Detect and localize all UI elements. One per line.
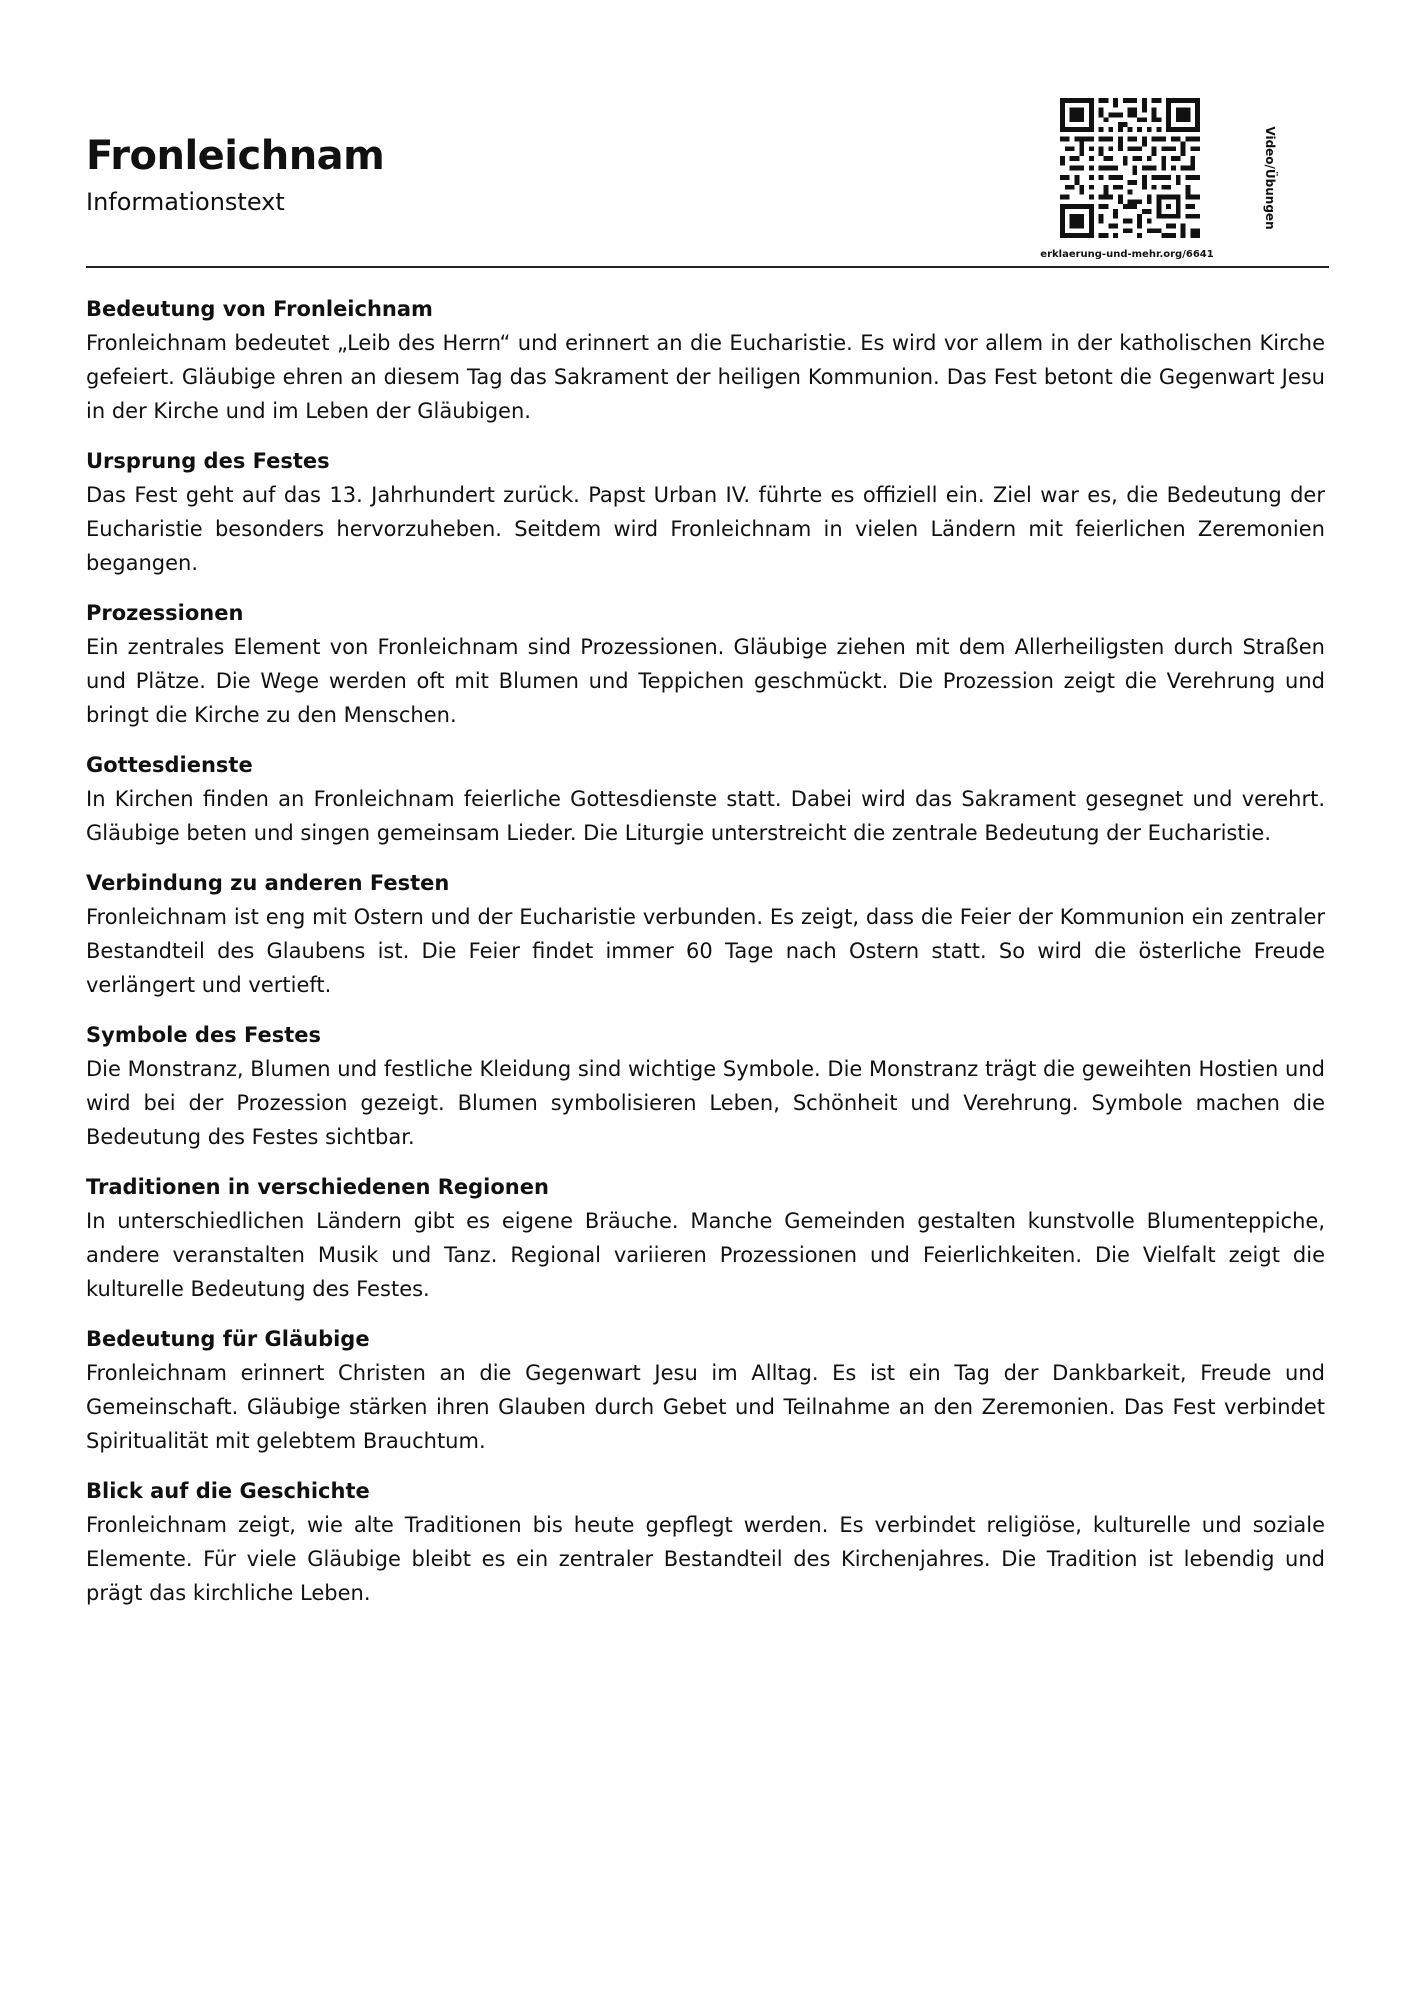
- section-heading: Symbole des Festes: [86, 1023, 322, 1047]
- section-heading: Bedeutung von Fronleichnam: [86, 297, 433, 321]
- section-heading: Blick auf die Geschichte: [86, 1479, 370, 1503]
- section-body: Fronleichnam erinnert Christen an die Gegenwart Jesu im Alltag. Es ist ein Tag der Dankbarkeit, Freude und Gemeinschaft. Gläubige stärken ihren Glauben durch Gebet und Teilnahme an den Zeremonien. Das Fest verbindet Spiritualität mit gelebtem Brauchtum.: [86, 1361, 1325, 1453]
- section-heading: Ursprung des Festes: [86, 449, 330, 473]
- section-body: Fronleichnam ist eng mit Ostern und der Eucharistie verbunden. Es zeigt, dass die Feier der Kommunion ein zentraler Bestandteil des Glaubens ist. Die Feier findet immer 60 Tage nach Ostern statt. So wird die österliche Freude verlängert und vertieft.: [86, 905, 1325, 997]
- section-verbindung: [86, 866, 1325, 1002]
- section-body: Ein zentrales Element von Fronleichnam sind Prozessionen. Gläubige ziehen mit dem Allerheiligsten durch Straßen und Plätze. Die Wege werden oft mit Blumen und Teppichen geschmückt. Die Prozession zeigt die Verehrung und bringt die Kirche zu den Menschen.: [86, 635, 1325, 727]
- section-gottesdienste: [86, 748, 1325, 850]
- section-heading: Gottesdienste: [86, 753, 253, 777]
- section-ursprung: [86, 444, 1325, 580]
- section-body: In unterschiedlichen Ländern gibt es eigene Bräuche. Manche Gemeinden gestalten kunstvolle Blumenteppiche, andere veranstalten Musik und Tanz. Regional variieren Prozessionen und Feierlichkeiten. Die Vielfalt zeigt die kulturelle Bedeutung des Festes.: [86, 1209, 1325, 1301]
- section-body: In Kirchen finden an Fronleichnam feierliche Gottesdienste statt. Dabei wird das Sakrament gesegnet und verehrt. Gläubige beten und singen gemeinsam Lieder. Die Liturgie unterstreicht die zentrale Bedeutung der Eucharistie.: [86, 787, 1325, 845]
- section-glaeubige: [86, 1322, 1325, 1458]
- section-traditionen: [86, 1170, 1325, 1306]
- section-body: Die Monstranz, Blumen und festliche Kleidung sind wichtige Symbole. Die Monstranz trägt die geweihten Hostien und wird bei der Prozession gezeigt. Blumen symbolisieren Leben, Schönheit und Verehrung. Symbole machen die Bedeutung des Festes sichtbar.: [86, 1057, 1325, 1149]
- qr-code-icon[interactable]: [1060, 98, 1200, 238]
- section-prozessionen: [86, 596, 1325, 732]
- section-heading: Prozessionen: [86, 601, 244, 625]
- main-content: [86, 292, 1325, 1626]
- section-body: Fronleichnam bedeutet „Leib des Herrn“ und erinnert an die Eucharistie. Es wird vor allem in der katholischen Kirche gefeiert. Gläubige ehren an diesem Tag das Sakrament der heiligen Kommunion. Das Fest betont die Gegenwart Jesu in der Kirche und im Leben der Gläubigen.: [86, 331, 1325, 423]
- section-heading: Traditionen in verschiedenen Regionen: [86, 1175, 549, 1199]
- header-divider: [86, 266, 1329, 268]
- section-body: Fronleichnam zeigt, wie alte Traditionen bis heute gepflegt werden. Es verbindet religiöse, kulturelle und soziale Elemente. Für viele Gläubige bleibt es ein zentraler Bestandteil des Kirchenjahres. Die Tradition ist lebendig und prägt das kirchliche Leben.: [86, 1513, 1325, 1605]
- section-heading: Verbindung zu anderen Festen: [86, 871, 450, 895]
- section-body: Das Fest geht auf das 13. Jahrhundert zurück. Papst Urban IV. führte es offiziell ein. Ziel war es, die Bedeutung der Eucharistie besonders hervorzuheben. Seitdem wird Fronleichnam in vielen Ländern mit feierlichen Zeremonien begangen.: [86, 483, 1325, 575]
- section-bedeutung: [86, 292, 1325, 428]
- section-geschichte: [86, 1474, 1325, 1610]
- page-subtitle: Informationstext: [86, 188, 285, 216]
- qr-url-link[interactable]: erklaerung-und-mehr.org/6641: [1040, 249, 1214, 260]
- section-heading: Bedeutung für Gläubige: [86, 1327, 370, 1351]
- section-symbole: [86, 1018, 1325, 1154]
- qr-side-label: Video/Übungen: [1263, 126, 1277, 230]
- page-title: Fronleichnam: [86, 133, 385, 179]
